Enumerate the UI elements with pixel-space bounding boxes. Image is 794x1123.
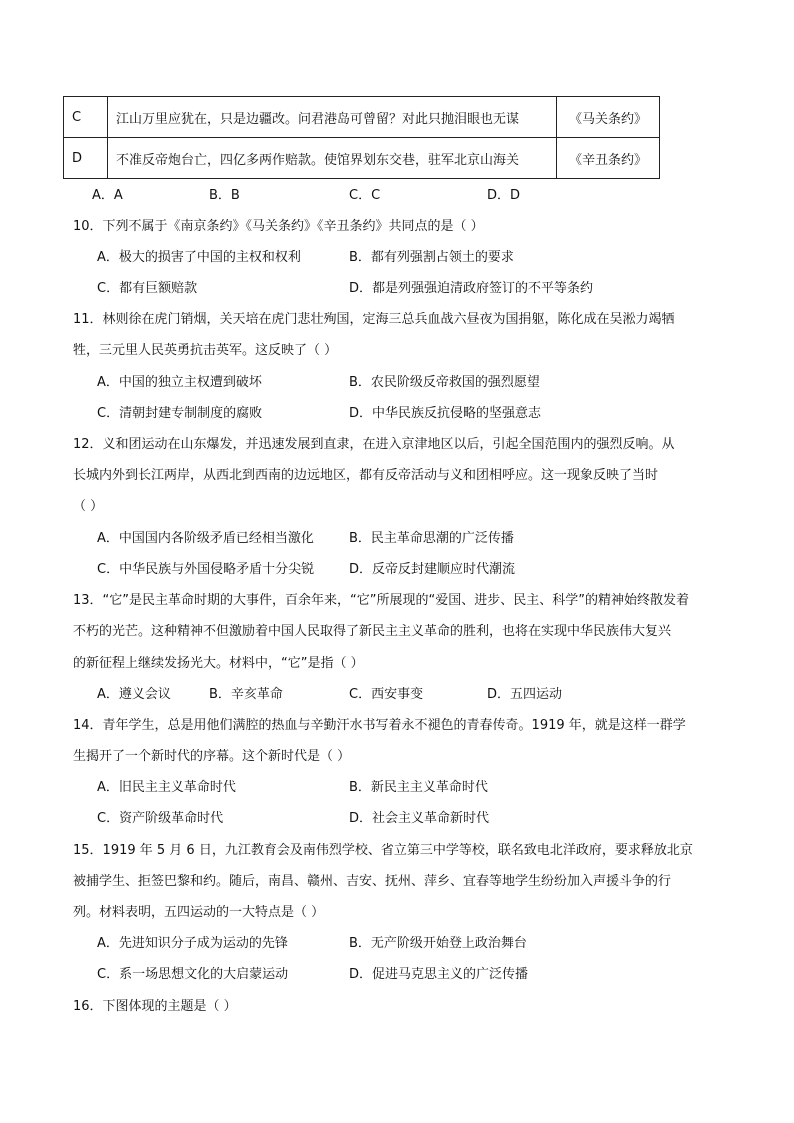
q11-option-c: C．清朝封建专制制度的腐败	[97, 406, 263, 421]
row-treaty: 《马关条约》	[557, 97, 660, 138]
q10-option-b: B．都有列强割占领土的要求	[349, 250, 514, 265]
q11-stem-line-1: 11．林则徐在虎门销烟，关天培在虎门悲壮殉国，定海三总兵血战六昼夜为国捐躯，陈化成在吴淞力竭牺	[73, 312, 675, 327]
q12-option-d: D．反帝反封建顺应时代潮流	[349, 562, 516, 577]
q14-option-d: D．社会主义革命新时代	[349, 811, 490, 826]
q11-option-d: D．中华民族反抗侵略的坚强意志	[349, 406, 542, 421]
q10-option-c: C．都有巨额赔款	[97, 281, 198, 296]
q9-option-d: D．D	[487, 188, 521, 203]
q13-stem-line-1: 13．“它”是民主革命时期的大事件，百余年来，“它”所展现的“爱国、进步、民主、科学”的精神始终散发着	[73, 593, 689, 608]
q16-stem: 16．下图体现的主题是（ ）	[73, 999, 237, 1014]
q13-option-c: C．西安事变	[349, 687, 424, 702]
q15-option-b: B．无产阶级开始登上政治舞台	[349, 936, 527, 951]
q12-option-c: C．中华民族与外国侵略矛盾十分尖锐	[97, 562, 315, 577]
table-row	[64, 97, 660, 138]
q10-option-a: A．极大的损害了中国的主权和权利	[97, 250, 301, 265]
q10-stem: 10．下列不属于《南京条约》《马关条约》《辛丑条约》共同点的是（ ）	[73, 219, 484, 234]
q15-stem-line-3: 列。材料表明，五四运动的一大特点是（ ）	[73, 905, 325, 920]
q14-stem-line-2: 生揭开了一个新时代的序幕。这个新时代是（ ）	[73, 749, 351, 764]
q15-stem-line-2: 被捕学生、拒签巴黎和约。随后，南昌、赣州、吉安、抚州、萍乡、宜春等地学生纷纷加入声援斗争的行	[73, 874, 672, 889]
row-content: 江山万里应犹在，只是边疆改。问君港岛可曾留？对此只抛泪眼也无谋	[108, 97, 557, 138]
row-content: 不准反帝炮台亡，四亿多两作赔款。使馆界划东交巷，驻军北京山海关	[108, 138, 557, 179]
q14-option-a: A．旧民主主义革命时代	[97, 780, 236, 795]
q9-option-c: C．C	[349, 188, 381, 203]
q15-stem-line-1: 15．1919 年 5 月 6 日，九江教育会及南伟烈学校、省立第三中学等校，联名致电北洋政府，要求释放北京	[73, 843, 693, 858]
option-table	[63, 96, 660, 179]
q12-stem-line-2: 长城内外到长江两岸，从西北到西南的边远地区，都有反帝活动与义和团相呼应。这一现象反映了当时	[73, 468, 659, 483]
row-letter: C	[64, 97, 108, 138]
row-letter: D	[64, 138, 108, 179]
q12-stem-line-3: （ ）	[73, 499, 104, 514]
q14-option-c: C．资产阶级革命时代	[97, 811, 224, 826]
q13-option-a: A．遵义会议	[97, 687, 171, 702]
q14-stem-line-1: 14．青年学生，总是用他们满腔的热血与辛勤汗水书写着永不褪色的青春传奇。1919 年，就是这样一群学	[73, 718, 686, 733]
q11-stem-line-2: 牲，三元里人民英勇抗击英军。这反映了（ ）	[73, 343, 338, 358]
q13-option-b: B．辛亥革命	[209, 687, 283, 702]
q13-option-d: D．五四运动	[487, 687, 563, 702]
q12-stem-line-1: 12．义和团运动在山东爆发，并迅速发展到直隶，在进入京津地区以后，引起全国范围内的强烈反响。从	[73, 437, 675, 452]
q13-stem-line-3: 的新征程上继续发扬光大。材料中，“它”是指（ ）	[73, 656, 364, 671]
q11-option-a: A．中国的独立主权遭到破坏	[97, 375, 262, 390]
q9-option-b: B．B	[209, 188, 240, 203]
q14-option-b: B．新民主主义革命时代	[349, 780, 488, 795]
q12-option-b: B．民主革命思潮的广泛传播	[349, 531, 514, 546]
q12-option-a: A．中国国内各阶级矛盾已经相当激化	[97, 531, 314, 546]
q9-option-a: A．A	[92, 188, 123, 203]
q11-option-b: B．农民阶级反帝救国的强烈愿望	[349, 375, 540, 390]
q15-option-c: C．系一场思想文化的大启蒙运动	[97, 967, 289, 982]
q15-option-a: A．先进知识分子成为运动的先锋	[97, 936, 288, 951]
row-treaty: 《辛丑条约》	[557, 138, 660, 179]
q13-stem-line-2: 不朽的光芒。这种精神不但激励着中国人民取得了新民主主义革命的胜利，也将在实现中华民族伟大复兴	[73, 624, 672, 639]
q10-option-d: D．都是列强强迫清政府签订的不平等条约	[349, 281, 594, 296]
q15-option-d: D．促进马克思主义的广泛传播	[349, 967, 529, 982]
table-row	[64, 138, 660, 179]
